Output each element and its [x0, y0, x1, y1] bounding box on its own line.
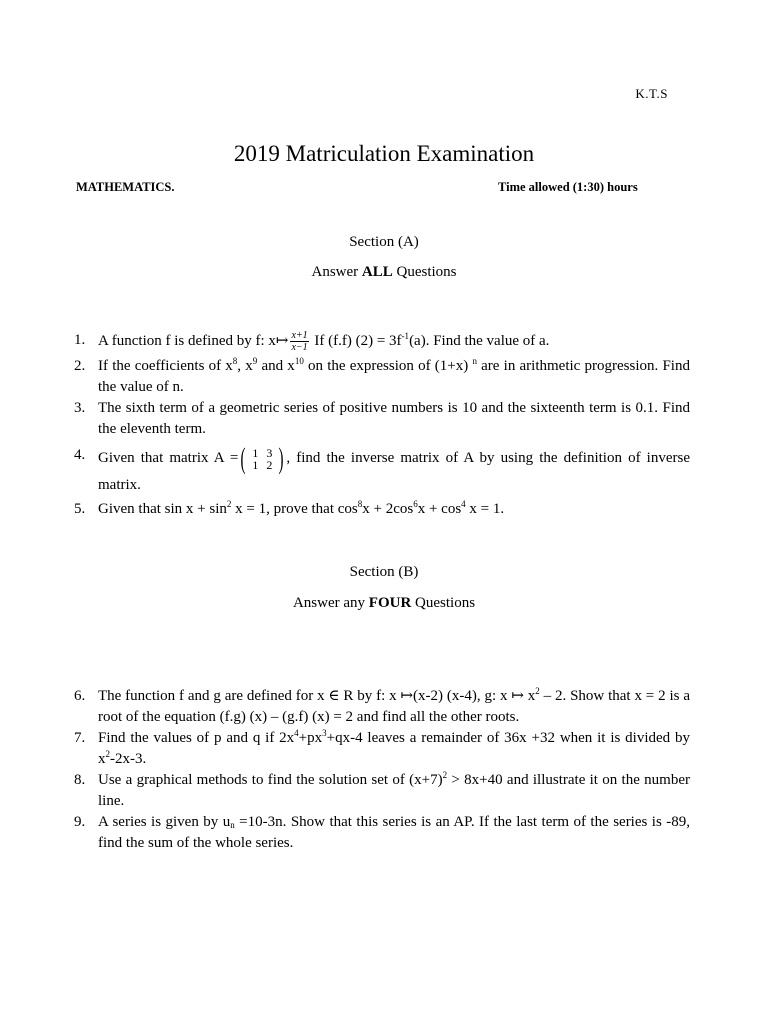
question-2: 2. If the coefficients of $x^8$, $x^9$ and $x^{10}$ on the expression of (1+x) $^n$ are in arithmetic progression. Find the value of n. — [74, 356, 690, 395]
section-b-instruction: Answer any FOUR Questions — [292, 595, 476, 611]
question-8: 8. Use a graphical methods to find the solution set of $(x+7)^2 > 8x+40$ and illustrate it on the number line. — [74, 770, 690, 809]
question-4: 4. Given that matrix A = ( 1 3 1 2 ) , find the inverse matrix of A by using the definition of inverse matrix. — [74, 441, 690, 493]
subject-label: MATHEMATICS. — [76, 180, 175, 194]
question-9: 9. A series is given by $u_n =10-3n$. Show that this series is an AP. If the last term of the series is -89, find the sum of the whole series. — [74, 814, 690, 851]
section-a-questions — [74, 330, 690, 520]
section-b-heading: Section (B) — [349, 564, 419, 580]
fraction: $\frac{x+1}{x-1}$ — [291, 330, 308, 353]
question-6: 6. The function f and g are defined for x ∈ R by f: x ↦(x-2) (x-4), g: x ↦ $x^2 - 2$. Show that x = 2 is a root of the equation (f.g) (x) – (g.f) (x) = 2 and find all the other roots. — [74, 686, 690, 725]
document-code: K.T.S — [635, 86, 668, 101]
question-5: 5. Given that $\sin x + \sin^2 x = 1$, prove that $\cos^8x + 2\cos^6x + \cos^4 x = 1$. — [74, 499, 505, 517]
section-b-questions — [74, 686, 690, 854]
question-7: 7. Find the values of p and q if $2x^4+px^3+qx-4$ leaves a remainder of 36x +32 when it is divided by $x^2-2x-3$. — [74, 728, 690, 767]
question-1: 1. A function f is defined by f: x↦ $\frac{x+1}{x-1}$ If (f.f) $(2) = 3f^{-1}(a)$. Find the value of a. — [74, 330, 550, 353]
exam-title: 2019 Matriculation Examination — [233, 141, 535, 166]
question-3: 3. The sixth term of a geometric series of positive numbers is 10 and the sixteenth term is 0.1. Find the eleventh term. — [74, 400, 690, 437]
section-a-instruction: Answer ALL Questions — [311, 264, 457, 280]
matrix-a: ( 1 3 1 2 ) — [240, 441, 284, 475]
time-allowed: Time allowed (1:30) hours — [498, 180, 638, 194]
section-a-heading: Section (A) — [349, 234, 419, 250]
